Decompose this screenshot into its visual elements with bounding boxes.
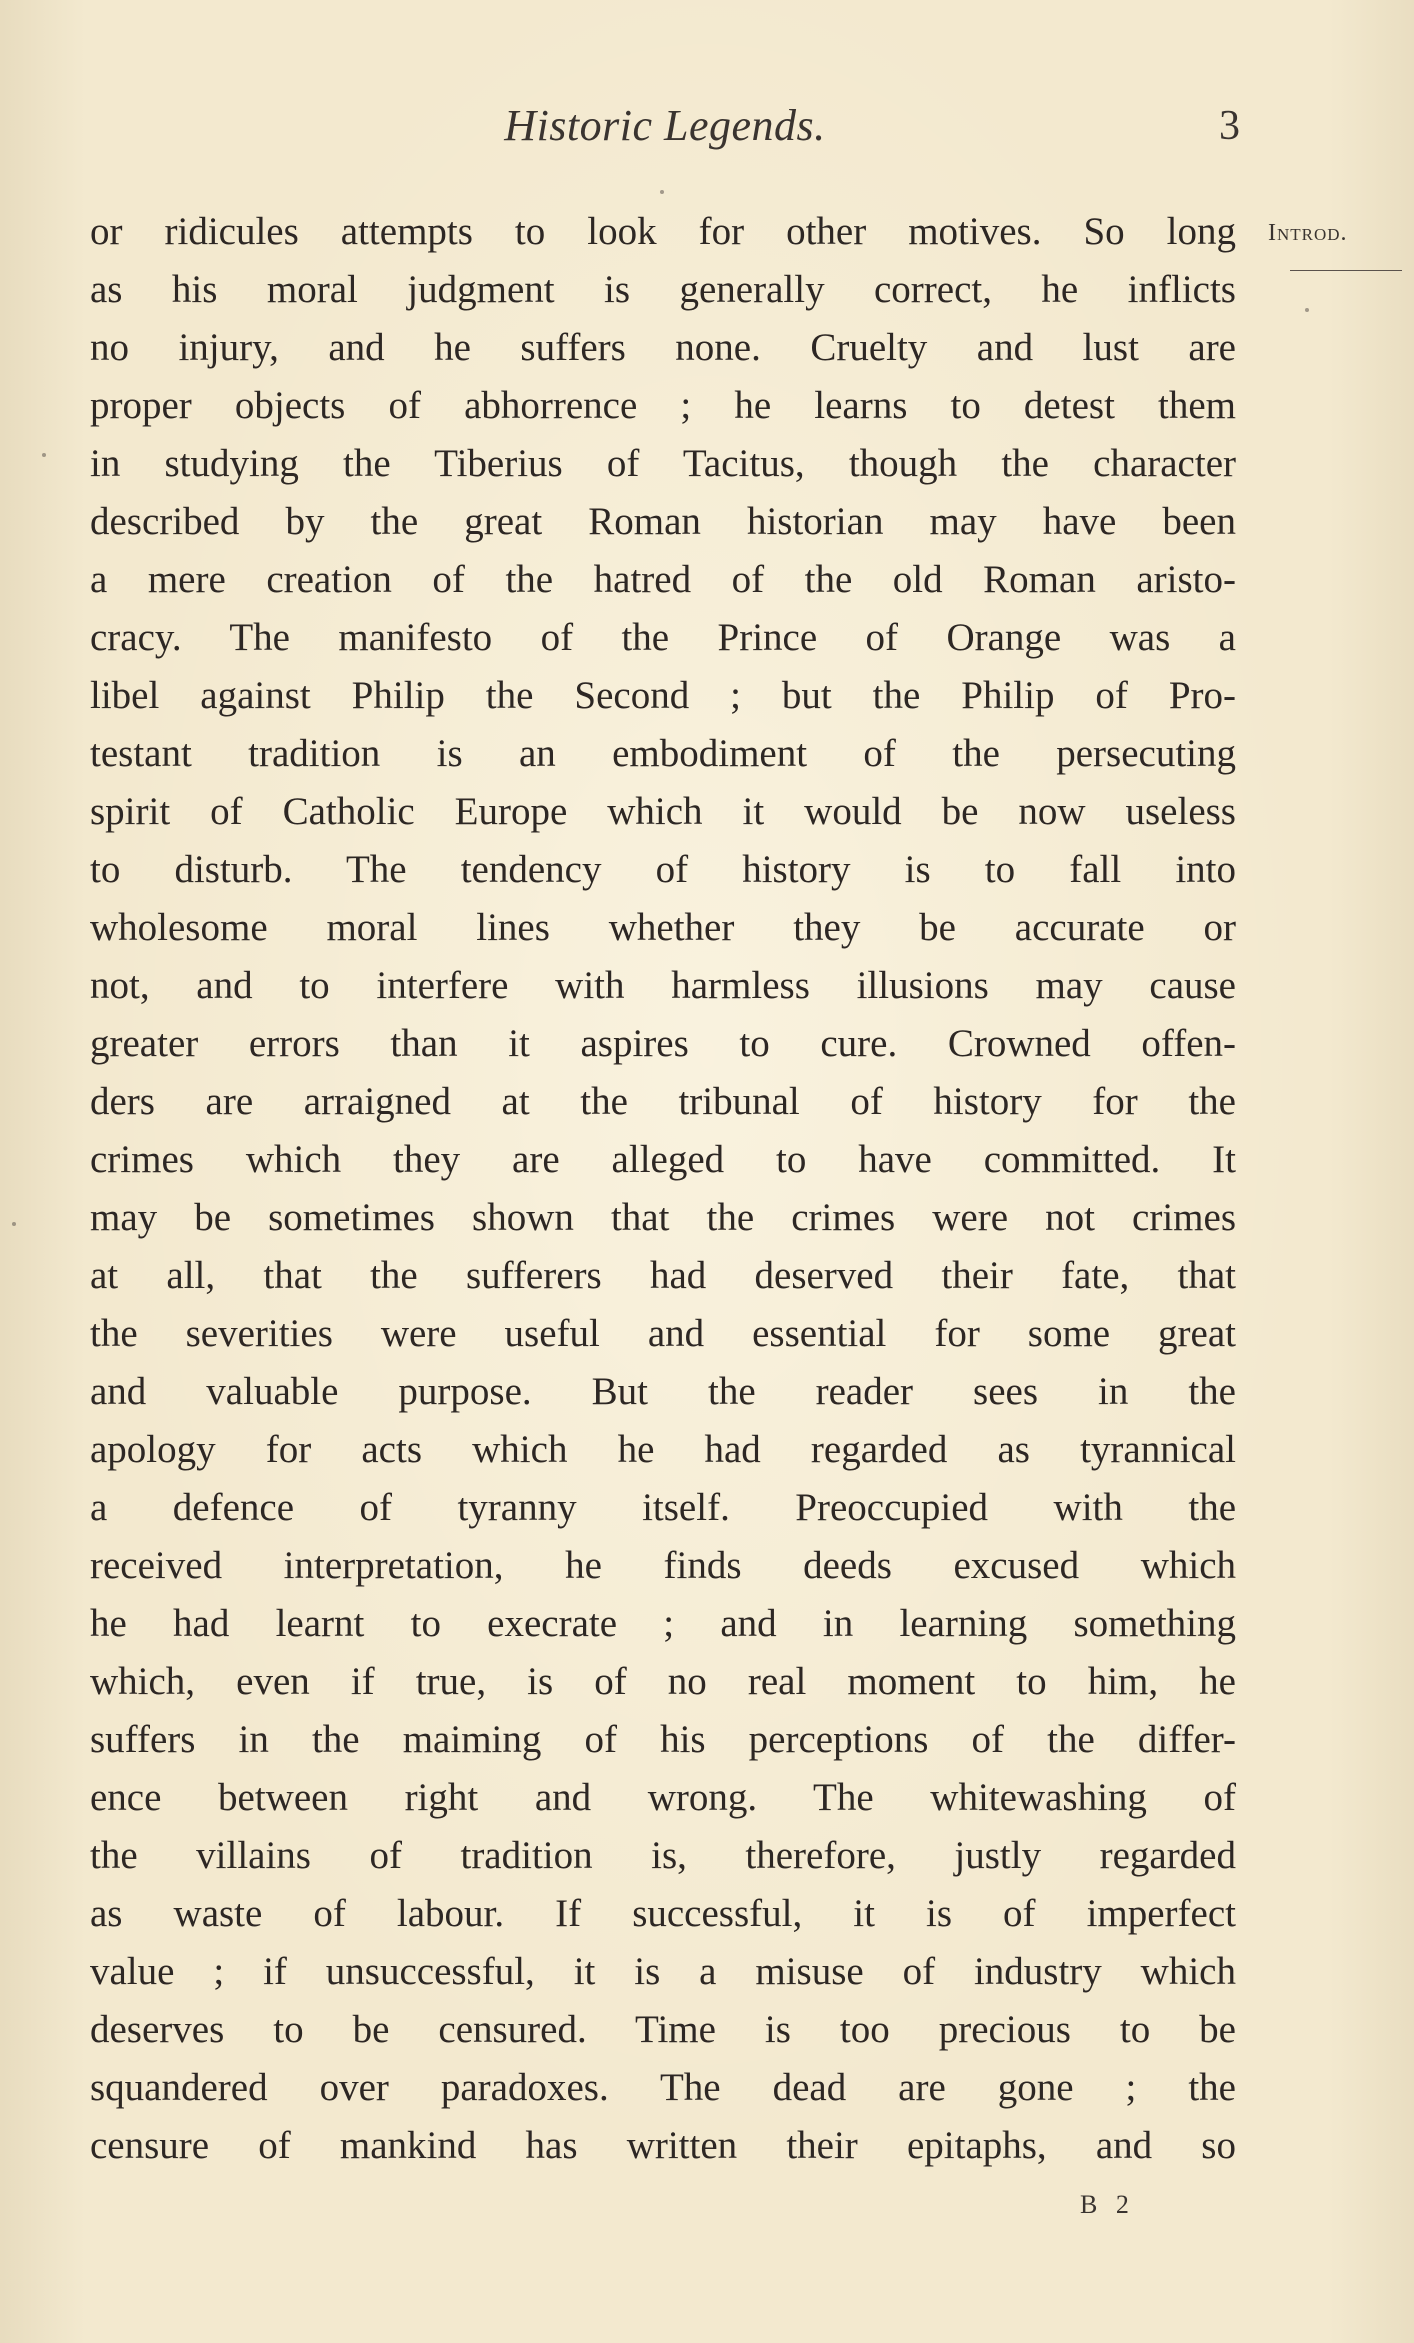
text-line: and valuable purpose. But the reader sees in the (90, 1370, 1236, 1413)
text-line: in studying the Tiberius of Tacitus, though the character (90, 442, 1236, 485)
text-line: testant tradition is an embodiment of the persecuting (90, 732, 1236, 775)
paper-speck (1305, 308, 1309, 312)
paper-speck (660, 190, 664, 194)
text-line: ence between right and wrong. The whitewashing of (90, 1776, 1236, 1819)
text-line: a mere creation of the hatred of the old Roman aristo- (90, 558, 1236, 601)
text-line: proper objects of abhorrence ; he learns to detest them (90, 384, 1236, 427)
text-line: at all, that the sufferers had deserved their fate, that (90, 1254, 1236, 1297)
text-line: suffers in the maiming of his perceptions of the differ- (90, 1718, 1236, 1761)
text-line: spirit of Catholic Europe which it would be now useless (90, 790, 1236, 833)
page-number: 3 (1219, 103, 1240, 149)
text-line: may be sometimes shown that the crimes were not crimes (90, 1196, 1236, 1239)
text-line: crimes which they are alleged to have committed. It (90, 1138, 1236, 1181)
text-line: received interpretation, he finds deeds excused which (90, 1544, 1236, 1587)
text-line: to disturb. The tendency of history is to fall into (90, 848, 1236, 891)
running-title: Historic Legends. (504, 101, 826, 150)
text-line: which, even if true, is of no real moment to him, he (90, 1660, 1236, 1703)
body-text (90, 203, 1236, 2175)
margin-note-text: Introd. (1268, 220, 1348, 246)
margin-note-rule (1290, 270, 1402, 271)
text-line: libel against Philip the Second ; but the Philip of Pro- (90, 674, 1236, 717)
text-line: as his moral judgment is generally correct, he inflicts (90, 268, 1236, 311)
text-line: deserves to be censured. Time is too precious to be (90, 2008, 1236, 2051)
text-line: ders are arraigned at the tribunal of history for the (90, 1080, 1236, 1123)
text-line: value ; if unsuccessful, it is a misuse of industry which (90, 1950, 1236, 1993)
text-line: squandered over paradoxes. The dead are gone ; the (90, 2066, 1236, 2109)
paper-speck (42, 453, 46, 457)
signature-mark: B 2 (1080, 2190, 1135, 2219)
text-line: censure of mankind has written their epitaphs, and so (90, 2124, 1236, 2167)
text-line: cracy. The manifesto of the Prince of Orange was a (90, 616, 1236, 659)
text-line: or ridicules attempts to look for other motives. So long (90, 210, 1236, 253)
text-line: described by the great Roman historian may have been (90, 500, 1236, 543)
text-line: he had learnt to execrate ; and in learning something (90, 1602, 1236, 1645)
text-line: the villains of tradition is, therefore, justly regarded (90, 1834, 1236, 1877)
running-head (90, 100, 1240, 170)
text-line: the severities were useful and essential for some great (90, 1312, 1236, 1355)
margin-note (1268, 220, 1408, 310)
text-line: not, and to interfere with harmless illusions may cause (90, 964, 1236, 1007)
text-line: no injury, and he suffers none. Cruelty and lust are (90, 326, 1236, 369)
text-line: a defence of tyranny itself. Preoccupied with the (90, 1486, 1236, 1529)
text-line: greater errors than it aspires to cure. Crowned offen- (90, 1022, 1236, 1065)
text-line: apology for acts which he had regarded as tyrannical (90, 1428, 1236, 1471)
text-line: as waste of labour. If successful, it is of imperfect (90, 1892, 1236, 1935)
paper-speck (12, 1222, 16, 1226)
text-line: wholesome moral lines whether they be accurate or (90, 906, 1236, 949)
